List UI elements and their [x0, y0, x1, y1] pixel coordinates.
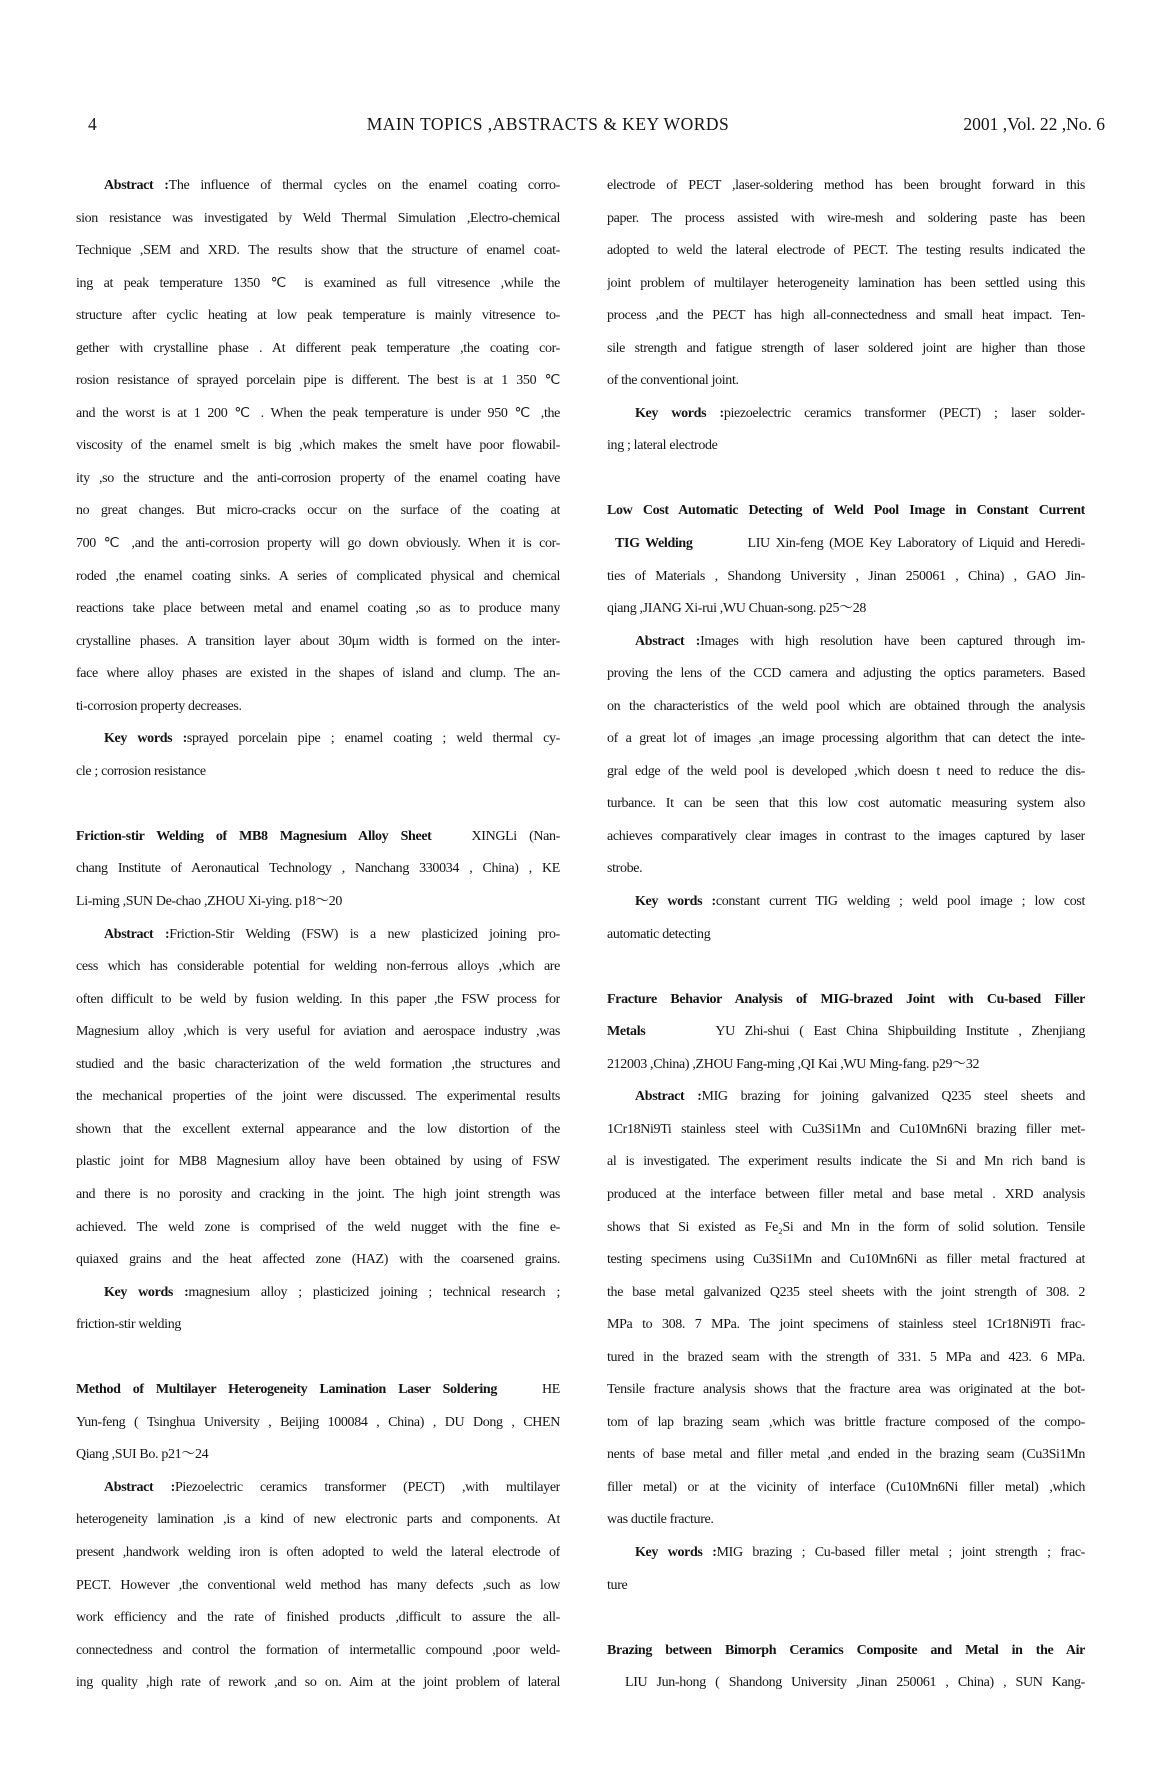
- body-text: piezoelectric ceramics transformer (PECT) ; laser solder-: [723, 405, 1085, 421]
- body-text: plastic joint for MB8 Magnesium alloy have been obtained by using of FSW: [76, 1154, 560, 1170]
- bold-text: Key words :: [635, 894, 716, 910]
- body-text: HE: [542, 1382, 560, 1398]
- body-text: LIU Jun-hong ( Shandong University ,Jinan 250061 , China) , SUN Kang-: [625, 1675, 1085, 1691]
- text-line: [76, 723, 560, 756]
- text-line: [607, 1439, 1085, 1472]
- bold-text: Abstract :: [635, 633, 701, 649]
- body-text: and the worst is at 1 200 ℃ . When the peak temperature is under 950 ℃ ,the: [76, 405, 560, 421]
- body-text: sile strength and fatigue strength of laser soldered joint are higher than those: [607, 340, 1085, 356]
- body-text: crystalline phases. A transition layer about 30μm width is formed on the inter-: [76, 633, 560, 649]
- body-text: reactions take place between metal and enamel coating ,so as to produce many: [76, 601, 560, 617]
- body-text: 212003 ,China) ,ZHOU Fang-ming ,QI Kai ,WU Ming-fang. p29～32: [607, 1056, 980, 1072]
- text-line: [607, 886, 1085, 919]
- body-text: ti-corrosion property decreases.: [76, 698, 242, 714]
- text-line: [607, 1212, 1085, 1245]
- text-line: [76, 561, 560, 594]
- text-line: [607, 853, 1085, 886]
- body-text: achieves comparatively clear images in contrast to the images captured by laser: [607, 828, 1085, 844]
- text-line: [76, 1635, 560, 1668]
- body-text: sion resistance was investigated by Weld Thermal Simulation ,Electro-chemical: [76, 210, 560, 226]
- indent-spacer: [497, 1392, 542, 1393]
- body-text: ing at peak temperature 1350 ℃ is examined as full vitresence ,while the: [76, 275, 560, 291]
- article-title: [607, 984, 1085, 1082]
- bold-text: Key words :: [635, 1544, 717, 1560]
- body-text: cess which has considerable potential for welding non-ferrous alloys ,which are: [76, 959, 560, 975]
- body-text: proving the lens of the CCD camera and adjusting the optics parameters. Based: [607, 666, 1085, 682]
- text-line: [607, 528, 1085, 561]
- bold-text: Key words :: [104, 1284, 189, 1300]
- body-text: MPa to 308. 7 MPa. The joint specimens of stainless steel 1Cr18Ni9Ti frac-: [607, 1317, 1085, 1333]
- text-line: [607, 788, 1085, 821]
- bold-text: Abstract :: [635, 1089, 702, 1105]
- text-line: [607, 398, 1085, 431]
- text-line: [607, 984, 1085, 1017]
- bold-text: Metals: [607, 1024, 646, 1040]
- text-line: [76, 170, 560, 203]
- text-line: [76, 1212, 560, 1245]
- text-line: [607, 1407, 1085, 1440]
- indent-spacer: [607, 904, 635, 905]
- bold-text: Brazing between Bimorph Ceramics Composite and Metal in the Air: [607, 1642, 1085, 1658]
- indent-spacer: [76, 188, 104, 189]
- text-line: [607, 658, 1085, 691]
- keywords-paragraph: [607, 1537, 1085, 1602]
- text-line: [607, 919, 1085, 952]
- text-line: [76, 1277, 560, 1310]
- article-title: [76, 1374, 560, 1472]
- text-line: [607, 626, 1085, 659]
- body-text: heterogeneity lamination ,is a kind of new electronic parts and components. At: [76, 1512, 560, 1528]
- body-text: Images with high resolution have been captured through im-: [700, 633, 1085, 649]
- text-line: [607, 1342, 1085, 1375]
- body-text: process ,and the PECT has high all-connectedness and small heat impact. Ten-: [607, 308, 1085, 324]
- body-text: paper. The process assisted with wire-mesh and soldering paste has been: [607, 210, 1085, 226]
- body-text: Friction-Stir Welding (FSW) is a new plasticized joining pro-: [169, 926, 560, 942]
- text-line: [76, 1244, 560, 1277]
- bold-text: Key words :: [635, 405, 724, 421]
- text-line: [76, 430, 560, 463]
- text-line: [76, 1146, 560, 1179]
- text-line: [76, 1374, 560, 1407]
- body-text: nents of base metal and filler metal ,and ended in the brazing seam (Cu3Si1Mn: [607, 1447, 1085, 1463]
- body-text: 700 ℃ ,and the anti-corrosion property will go down obviously. When it is cor-: [76, 536, 560, 552]
- indent-spacer: [607, 1555, 635, 1556]
- text-line: [607, 1277, 1085, 1310]
- text-line: [607, 365, 1085, 398]
- body-text: connectedness and control the formation of intermetallic compound ,poor weld-: [76, 1642, 560, 1658]
- indent-spacer: [693, 546, 748, 547]
- body-text: shown that the excellent external appearance and the low distortion of the: [76, 1121, 560, 1137]
- body-text: gral edge of the weld pool is developed ,which doesn t need to reduce the dis-: [607, 763, 1085, 779]
- body-text: magnesium alloy ; plasticized joining ; technical research ;: [188, 1284, 560, 1300]
- text-line: [607, 1472, 1085, 1505]
- abstract-paragraph: [76, 1472, 560, 1700]
- article-gap: [607, 951, 1085, 984]
- bold-text: Method of Multilayer Heterogeneity Lamination Laser Soldering: [76, 1382, 498, 1398]
- text-line: [76, 593, 560, 626]
- body-text: chang Institute of Aeronautical Technology , Nanchang 330034 , China) , KE: [76, 861, 560, 877]
- body-text: Technique ,SEM and XRD. The results show that the structure of enamel coat-: [76, 243, 560, 259]
- text-line: [76, 235, 560, 268]
- abstract-paragraph: [76, 170, 560, 723]
- text-line: [76, 528, 560, 561]
- text-line: [76, 1602, 560, 1635]
- text-line: [76, 495, 560, 528]
- issue-info: 2001 ,Vol. 22 ,No. 6: [963, 114, 1105, 134]
- body-text: constant current TIG welding ; weld pool image ; low cost: [715, 894, 1085, 910]
- text-line: [607, 1244, 1085, 1277]
- text-line: [76, 951, 560, 984]
- text-line: [76, 365, 560, 398]
- keywords-paragraph: [607, 886, 1085, 951]
- bold-text: Abstract :: [104, 1479, 175, 1495]
- text-line: [607, 495, 1085, 528]
- text-line: [607, 723, 1085, 756]
- body-text: turbance. It can be seen that this low cost automatic measuring system also: [607, 796, 1085, 812]
- text-line: [607, 821, 1085, 854]
- article-gap: [76, 1342, 560, 1375]
- text-line: [607, 1049, 1085, 1082]
- body-text: Yun-feng ( Tsinghua University , Beijing 100084 , China) , DU Dong , CHEN: [76, 1414, 560, 1430]
- text-line: [76, 1407, 560, 1440]
- text-line: [607, 1179, 1085, 1212]
- body-text: automatic detecting: [607, 926, 711, 942]
- body-text: filler metal) or at the vicinity of interface (Cu10Mn6Ni filler metal) ,which: [607, 1479, 1085, 1495]
- text-line: [607, 268, 1085, 301]
- abstract-paragraph: [76, 919, 560, 1277]
- body-text: studied and the basic characterization of the weld formation ,the structures and: [76, 1056, 560, 1072]
- text-line: [607, 1635, 1085, 1668]
- body-text: ing quality ,high rate of rework ,and so on. Aim at the joint problem of lateral: [76, 1675, 560, 1691]
- text-line: [76, 1081, 560, 1114]
- indent-spacer: [607, 416, 635, 417]
- body-text: LIU Xin-feng (MOE Key Laboratory of Liquid and Heredi-: [747, 536, 1085, 552]
- text-line: [607, 1016, 1085, 1049]
- body-text: qiang ,JIANG Xi-rui ,WU Chuan-song. p25～28: [607, 601, 867, 617]
- body-text: of a great lot of images ,an image processing algorithm that can detect the inte-: [607, 731, 1085, 747]
- text-line: [76, 1537, 560, 1570]
- continued-paragraph: [607, 170, 1085, 398]
- text-line: [76, 203, 560, 236]
- text-line: [607, 1374, 1085, 1407]
- body-text: electrode of PECT ,laser-soldering method has been brought forward in this: [607, 178, 1085, 193]
- body-text: ties of Materials , Shandong University , Jinan 250061 , China) , GAO Jin-: [607, 568, 1085, 584]
- body-text: often difficult to be weld by fusion welding. In this paper ,the FSW process for: [76, 991, 560, 1007]
- body-text: Qiang ,SUI Bo. p21～24: [76, 1447, 209, 1463]
- indent-spacer: [76, 937, 104, 938]
- body-text: no great changes. But micro-cracks occur on the surface of the coating at: [76, 503, 560, 519]
- indent-spacer: [432, 839, 472, 840]
- indent-spacer: [76, 741, 104, 742]
- text-line: [76, 658, 560, 691]
- body-text: roded ,the enamel coating sinks. A series of complicated physical and chemical: [76, 568, 560, 584]
- page-number: 4: [88, 114, 97, 134]
- body-text: Magnesium alloy ,which is very useful for aviation and aerospace industry ,was: [76, 1024, 560, 1040]
- text-line: [76, 1114, 560, 1147]
- body-text: ity ,so the structure and the anti-corrosion property of the enamel coating have: [76, 470, 560, 486]
- article-title: [76, 821, 560, 919]
- body-text: adopted to weld the lateral electrode of PECT. The testing results indicated the: [607, 243, 1085, 259]
- keywords-paragraph: [76, 723, 560, 788]
- body-text: and there is no porosity and cracking in the joint. The high joint strength was: [76, 1186, 560, 1202]
- text-line: [607, 170, 1085, 203]
- text-line: [607, 756, 1085, 789]
- text-line: [607, 235, 1085, 268]
- body-text: MIG brazing for joining galvanized Q235 steel sheets and: [701, 1089, 1085, 1105]
- body-text: gether with crystalline phase . At different peak temperature ,the coating cor-: [76, 340, 560, 356]
- text-line: [607, 430, 1085, 463]
- text-line: [76, 300, 560, 333]
- text-line: [607, 1504, 1085, 1537]
- bold-text: TIG Welding: [615, 536, 693, 552]
- body-text: shows that Si existed as Fe₂Si and Mn in the form of solid solution. Tensile: [607, 1219, 1085, 1235]
- text-line: [76, 398, 560, 431]
- body-text: quiaxed grains and the heat affected zone (HAZ) with the coarsened grains.: [76, 1252, 560, 1268]
- body-text: The influence of thermal cycles on the enamel coating corro-: [168, 178, 560, 193]
- body-text: XINGLi (Nan-: [471, 828, 560, 844]
- article-title: [607, 495, 1085, 625]
- indent-spacer: [76, 1295, 104, 1296]
- indent-spacer: [607, 1099, 635, 1100]
- body-text: produced at the interface between filler metal and base metal . XRD analysis: [607, 1186, 1085, 1202]
- text-line: [76, 1016, 560, 1049]
- text-line: [607, 1114, 1085, 1147]
- body-text: ing ; lateral electrode: [607, 438, 718, 454]
- body-text: Piezoelectric ceramics transformer (PECT) ,with multilayer: [174, 1479, 560, 1495]
- left-column: [76, 170, 560, 1700]
- body-text: of the conventional joint.: [607, 373, 739, 389]
- article-gap: [76, 788, 560, 821]
- text-line: [76, 984, 560, 1017]
- article-gap: [607, 463, 1085, 496]
- text-line: [76, 626, 560, 659]
- text-line: [76, 1570, 560, 1603]
- body-text: MIG brazing ; Cu-based filler metal ; joint strength ; frac-: [716, 1544, 1085, 1560]
- text-line: [607, 1667, 1085, 1700]
- text-line: [76, 821, 560, 854]
- body-text: present ,handwork welding iron is often adopted to weld the lateral electrode of: [76, 1544, 560, 1560]
- indent-spacer: [607, 1685, 625, 1686]
- body-text: was ductile fracture.: [607, 1512, 714, 1528]
- bold-text: Low Cost Automatic Detecting of Weld Pool Image in Constant Current: [607, 503, 1085, 519]
- right-column: [607, 170, 1085, 1700]
- body-text: rosion resistance of sprayed porcelain pipe is different. The best is at 1 350 ℃: [76, 373, 560, 389]
- body-text: al is investigated. The experiment results indicate the Si and Mn rich band is: [607, 1154, 1085, 1170]
- body-text: cle ; corrosion resistance: [76, 763, 206, 779]
- text-line: [76, 268, 560, 301]
- text-line: [607, 1309, 1085, 1342]
- text-line: [76, 463, 560, 496]
- text-line: [76, 1049, 560, 1082]
- body-text: 1Cr18Ni9Ti stainless steel with Cu3Si1Mn and Cu10Mn6Ni brazing filler met-: [607, 1121, 1085, 1137]
- text-line: [607, 333, 1085, 366]
- text-line: [76, 853, 560, 886]
- body-text: tured in the brazed seam with the strength of 331. 5 MPa and 423. 6 MPa.: [607, 1349, 1085, 1365]
- body-text: structure after cyclic heating at low peak temperature is mainly vitresence to-: [76, 308, 560, 324]
- text-line: [607, 300, 1085, 333]
- text-line: [76, 1472, 560, 1505]
- indent-spacer: [645, 1034, 715, 1035]
- bold-text: Fracture Behavior Analysis of MIG-brazed Joint with Cu-based Filler: [607, 991, 1085, 1007]
- text-line: [76, 1439, 560, 1472]
- indent-spacer: [607, 644, 635, 645]
- text-line: [76, 1667, 560, 1700]
- body-text: achieved. The weld zone is comprised of the weld nugget with the fine e-: [76, 1219, 560, 1235]
- bold-text: Friction-stir Welding of MB8 Magnesium Alloy Sheet: [76, 828, 432, 844]
- body-text: on the characteristics of the weld pool which are obtained through the analysis: [607, 698, 1085, 714]
- article-title: [607, 1635, 1085, 1700]
- body-text: friction-stir welding: [76, 1317, 182, 1333]
- bold-text: Abstract :: [104, 926, 170, 942]
- body-text: Li-ming ,SUN De-chao ,ZHOU Xi-ying. p18～20: [76, 894, 343, 910]
- text-line: [76, 1179, 560, 1212]
- body-text: YU Zhi-shui ( East China Shipbuilding Institute , Zhenjiang: [715, 1024, 1085, 1040]
- text-line: [76, 919, 560, 952]
- body-text: testing specimens using Cu3Si1Mn and Cu10Mn6Ni as filler metal fractured at: [607, 1252, 1085, 1268]
- text-line: [76, 1504, 560, 1537]
- bold-text: Abstract :: [104, 178, 169, 193]
- body-text: joint problem of multilayer heterogeneity lamination has been settled using this: [607, 275, 1085, 291]
- body-text: strobe.: [607, 861, 643, 877]
- body-text: the mechanical properties of the joint were discussed. The experimental results: [76, 1089, 560, 1105]
- bold-text: Key words :: [104, 731, 187, 747]
- body-text: ture: [607, 1577, 628, 1593]
- body-text: face where alloy phases are existed in the shapes of island and clump. The an-: [76, 666, 560, 682]
- body-text: Tensile fracture analysis shows that the fracture area was originated at the bot-: [607, 1382, 1085, 1398]
- text-line: [76, 691, 560, 724]
- text-line: [607, 1081, 1085, 1114]
- body-text: work efficiency and the rate of finished products ,difficult to assure the all-: [76, 1610, 560, 1626]
- keywords-paragraph: [607, 398, 1085, 463]
- text-line: [76, 333, 560, 366]
- text-line: [76, 886, 560, 919]
- page-title: MAIN TOPICS ,ABSTRACTS & KEY WORDS: [366, 114, 730, 134]
- body-text: PECT. However ,the conventional weld method has many defects ,such as low: [76, 1577, 560, 1593]
- body-text: tom of lap brazing seam ,which was brittle fracture composed of the compo-: [607, 1414, 1085, 1430]
- abstract-paragraph: [607, 1081, 1085, 1537]
- text-line: [607, 593, 1085, 626]
- body-text: viscosity of the enamel smelt is big ,which makes the smelt have poor flowabil-: [76, 438, 560, 454]
- keywords-paragraph: [76, 1277, 560, 1342]
- text-line: [607, 691, 1085, 724]
- abstract-paragraph: [607, 626, 1085, 886]
- text-line: [607, 1537, 1085, 1570]
- body-text: the base metal galvanized Q235 steel sheets with the joint strength of 308. 2: [607, 1284, 1085, 1300]
- indent-spacer: [607, 546, 615, 547]
- body-text: sprayed porcelain pipe ; enamel coating ; weld thermal cy-: [186, 731, 560, 747]
- text-line: [607, 203, 1085, 236]
- indent-spacer: [76, 1490, 104, 1491]
- text-line: [76, 1309, 560, 1342]
- page-header: [76, 114, 1105, 144]
- text-line: [607, 1146, 1085, 1179]
- text-line: [607, 561, 1085, 594]
- article-gap: [607, 1602, 1085, 1635]
- text-line: [607, 1570, 1085, 1603]
- text-line: [76, 756, 560, 789]
